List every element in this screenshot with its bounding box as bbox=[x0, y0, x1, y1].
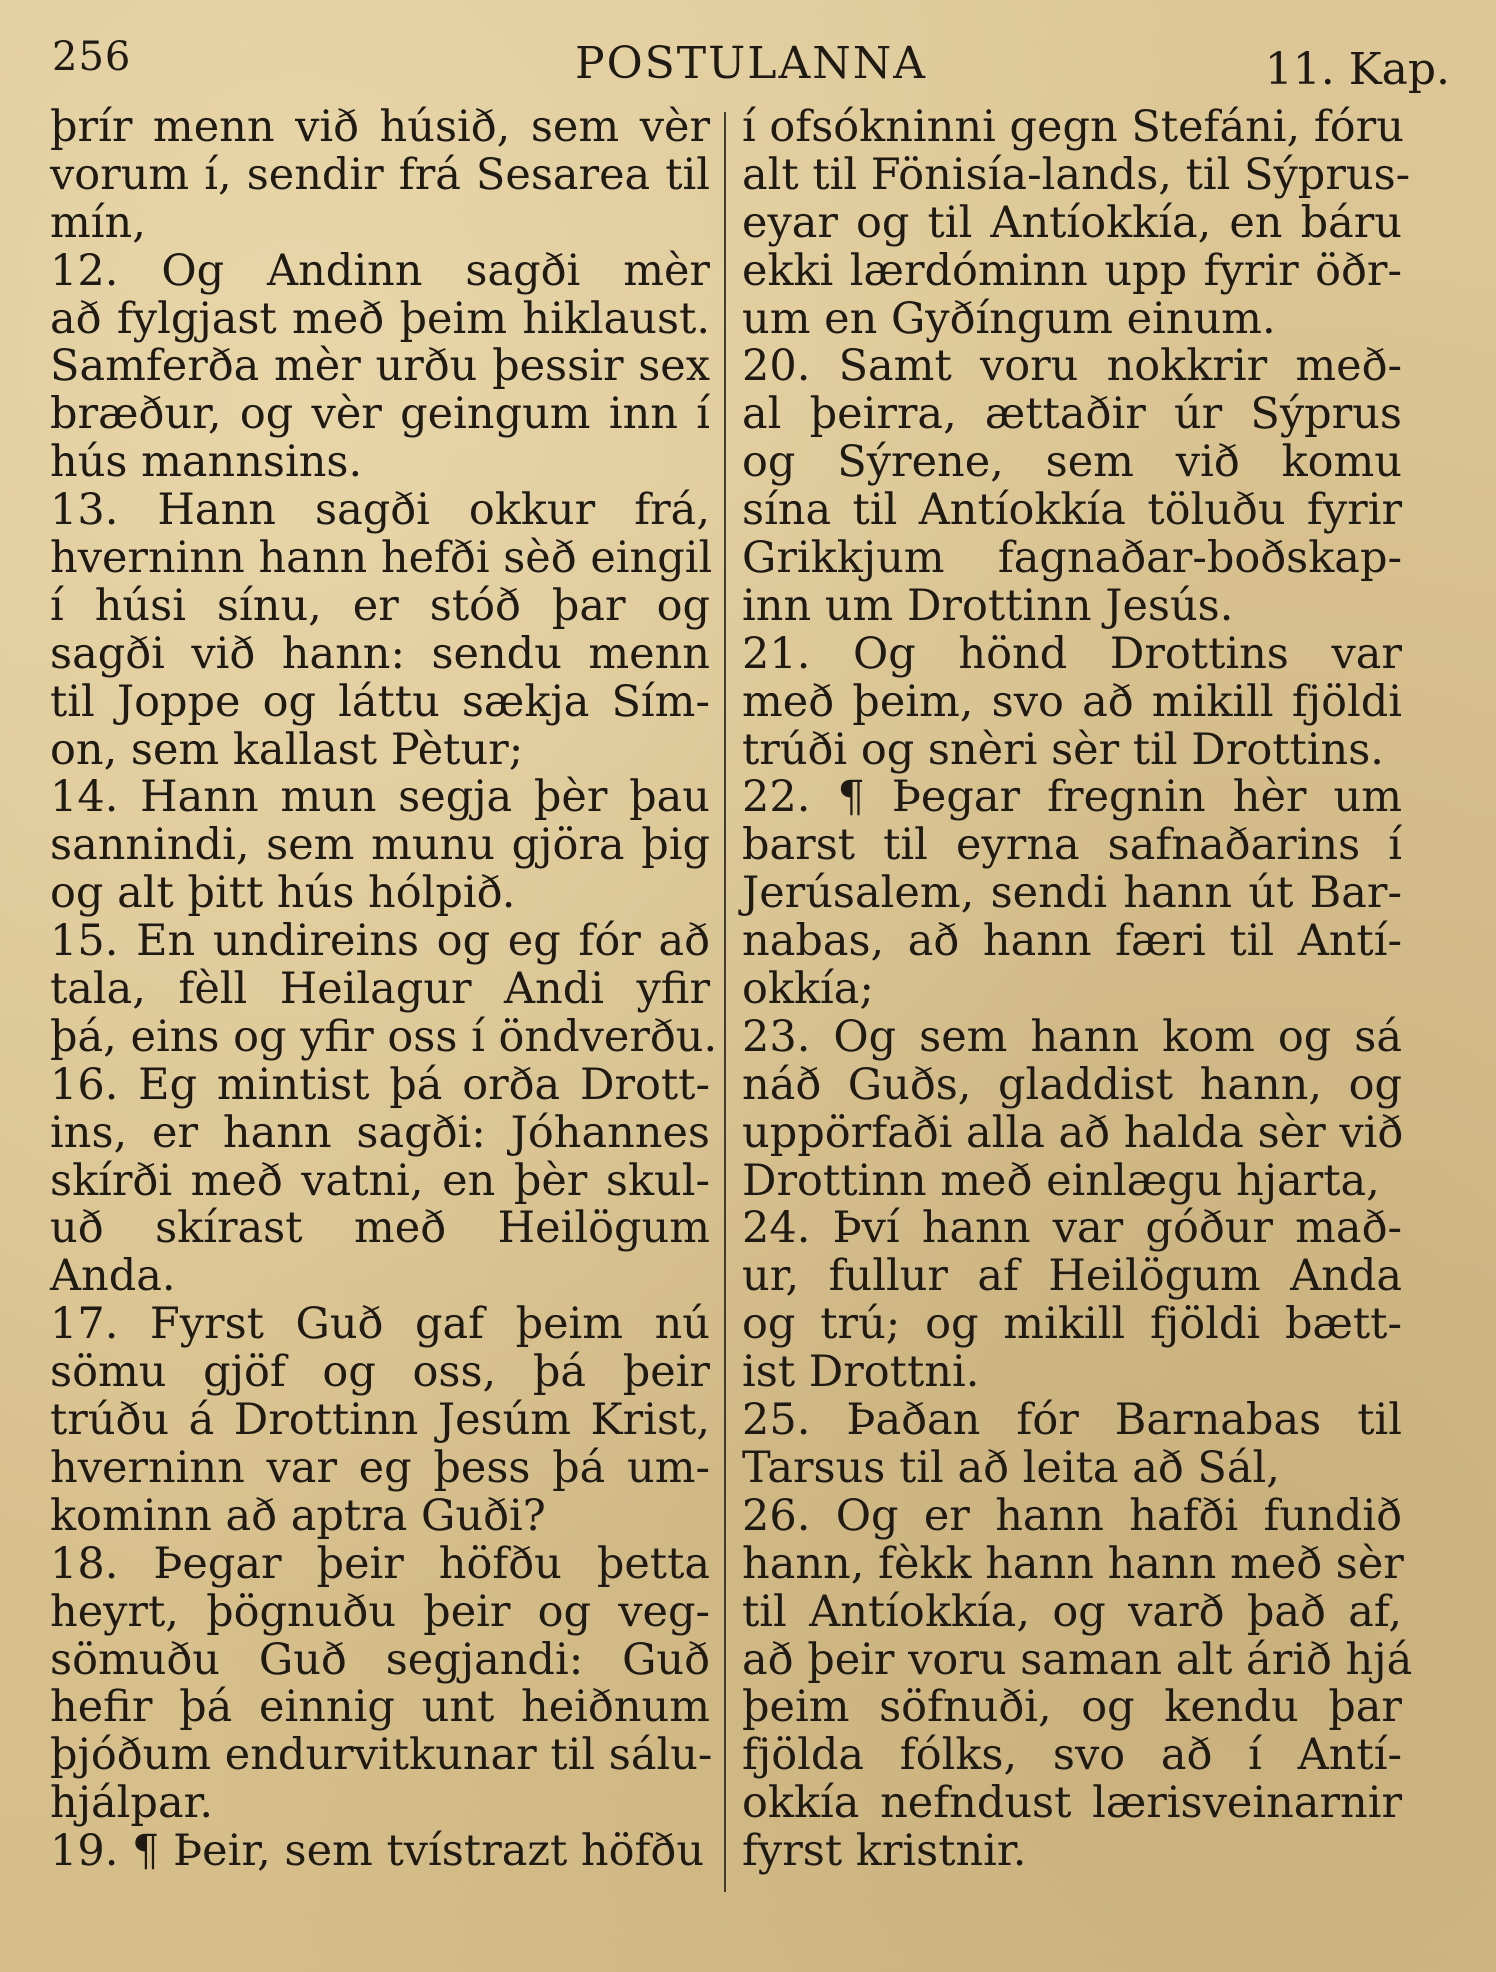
text-line: trúðu á Drottinn Jesúm Krist, bbox=[50, 1395, 710, 1446]
text-line: um en Gyðíngum einum. bbox=[742, 293, 1276, 344]
text-line: Jerúsalem, sendi hann út Bar- bbox=[742, 868, 1402, 919]
text-line: og trú; og mikill fjöldi bætt- bbox=[742, 1299, 1402, 1350]
text-line: tala, fèll Heilagur Andi yfir bbox=[50, 964, 710, 1015]
text-line: sömuðu Guð segjandi: Guð bbox=[50, 1634, 710, 1685]
text-line: barst til eyrna safnaðarins í bbox=[742, 820, 1402, 871]
text-line: 19. ¶ Þeir, sem tvístrazt höfðu bbox=[50, 1826, 705, 1877]
text-line: mín, bbox=[50, 197, 146, 248]
text-line: til Antíokkía, og varð það af, bbox=[742, 1586, 1402, 1637]
text-line: 14. Hann mun segja þèr þau bbox=[50, 772, 710, 823]
text-line: ist Drottni. bbox=[742, 1347, 980, 1398]
text-line: fjölda fólks, svo að í Antí- bbox=[742, 1730, 1402, 1781]
text-line: 17. Fyrst Guð gaf þeim nú bbox=[50, 1299, 710, 1350]
text-line: að fylgjast með þeim hiklaust. bbox=[50, 293, 710, 344]
chapter-label: 11. Kap. bbox=[1264, 44, 1450, 95]
text-line: Tarsus til að leita að Sál, bbox=[742, 1442, 1280, 1493]
text-line: náð Guðs, gladdist hann, og bbox=[742, 1059, 1402, 1110]
text-line: ur, fullur af Heilögum Anda bbox=[742, 1251, 1402, 1302]
text-line: sagði við hann: sendu menn bbox=[50, 628, 710, 679]
text-line: ins, er hann sagði: Jóhannes bbox=[50, 1107, 710, 1158]
left-column bbox=[50, 102, 718, 1877]
text-line: fyrst kristnir. bbox=[742, 1826, 1027, 1877]
right-column bbox=[742, 102, 1413, 1877]
text-line: 18. Þegar þeir höfðu þetta bbox=[50, 1538, 710, 1589]
text-line: Samferða mèr urðu þessir sex bbox=[50, 341, 710, 392]
text-line: og alt þitt hús hólpið. bbox=[50, 868, 516, 919]
text-line: nabas, að hann færi til Antí- bbox=[742, 916, 1402, 967]
text-line: til Joppe og láttu sækja Sím- bbox=[50, 676, 710, 727]
column-divider bbox=[724, 112, 726, 1892]
text-line: þjóðum endurvitkunar til sálu- bbox=[50, 1730, 713, 1781]
text-line: 12. Og Andinn sagði mèr bbox=[50, 245, 710, 296]
text-line: al þeirra, ættaðir úr Sýprus bbox=[742, 389, 1402, 440]
text-line: kominn að aptra Guði? bbox=[50, 1490, 546, 1541]
text-line: hverninn var eg þess þá um- bbox=[50, 1442, 710, 1493]
text-line: trúði og snèri sèr til Drottins. bbox=[742, 724, 1384, 775]
text-line: og Sýrene, sem við komu bbox=[742, 437, 1402, 488]
text-line: þrír menn við húsið, sem vèr bbox=[50, 102, 710, 152]
text-line: Anda. bbox=[50, 1251, 176, 1302]
text-line: þá, eins og yfir oss í öndverðu. bbox=[50, 1011, 718, 1062]
text-line: 15. En undireins og eg fór að bbox=[50, 916, 710, 967]
text-line: skírði með vatni, en þèr skul- bbox=[50, 1155, 710, 1206]
text-line: 25. Þaðan fór Barnabas til bbox=[742, 1395, 1402, 1446]
text-line: sína til Antíokkía töluðu fyrir bbox=[742, 485, 1402, 536]
text-line: uð skírast með Heilögum bbox=[50, 1203, 710, 1254]
text-line: 24. Því hann var góður mað- bbox=[742, 1203, 1402, 1254]
text-line: sannindi, sem munu gjöra þig bbox=[50, 820, 710, 871]
text-line: að þeir voru saman alt árið hjá bbox=[742, 1634, 1413, 1685]
text-line: on, sem kallast Pètur; bbox=[50, 724, 524, 775]
text-line: bræður, og vèr geingum inn í bbox=[50, 389, 710, 440]
running-title: POSTULANNA bbox=[574, 38, 928, 89]
running-head bbox=[52, 28, 1450, 98]
text-line: 26. Og er hann hafði fundið bbox=[742, 1490, 1402, 1541]
text-line: ekki lærdóminn upp fyrir öðr- bbox=[742, 245, 1402, 296]
text-line: heyrt, þögnuðu þeir og veg- bbox=[50, 1586, 710, 1637]
text-line: 22. ¶ Þegar fregnin hèr um bbox=[742, 772, 1402, 823]
text-line: í húsi sínu, er stóð þar og bbox=[50, 580, 710, 631]
text-line: 21. Og hönd Drottins var bbox=[742, 628, 1402, 679]
text-line: með þeim, svo að mikill fjöldi bbox=[742, 676, 1402, 727]
text-line: 13. Hann sagði okkur frá, bbox=[50, 485, 710, 536]
text-line: inn um Drottinn Jesús. bbox=[742, 580, 1234, 631]
text-line: 16. Eg mintist þá orða Drott- bbox=[50, 1059, 710, 1110]
text-line: 23. Og sem hann kom og sá bbox=[742, 1011, 1402, 1062]
page-number: 256 bbox=[52, 34, 132, 80]
text-line: hús mannsins. bbox=[50, 437, 363, 488]
text-line: í ofsókninni gegn Stefáni, fóru bbox=[742, 102, 1404, 152]
text-line: okkía nefndust lærisveinarnir bbox=[742, 1778, 1402, 1829]
text-line: Drottinn með einlægu hjarta, bbox=[742, 1155, 1380, 1206]
text-line: Grikkjum fagnaðar-boðskap- bbox=[742, 533, 1402, 584]
text-line: 20. Samt voru nokkrir með- bbox=[742, 341, 1402, 392]
text-line: þeim söfnuði, og kendu þar bbox=[742, 1682, 1402, 1733]
text-line: uppörfaði alla að halda sèr við bbox=[742, 1107, 1404, 1158]
text-line: vorum í, sendir frá Sesarea til bbox=[50, 149, 710, 200]
text-line: alt til Fönisía-lands, til Sýprus- bbox=[742, 149, 1411, 200]
text-line: hefir þá einnig unt heiðnum bbox=[50, 1682, 710, 1733]
text-line: hverninn hann hefði sèð eingil bbox=[50, 533, 713, 584]
text-line: hann, fèkk hann hann með sèr bbox=[742, 1538, 1404, 1589]
text-line: okkía; bbox=[742, 964, 874, 1015]
text-line: hjálpar. bbox=[50, 1778, 214, 1829]
text-line: sömu gjöf og oss, þá þeir bbox=[50, 1347, 710, 1398]
text-line: eyar og til Antíokkía, en báru bbox=[742, 197, 1402, 248]
